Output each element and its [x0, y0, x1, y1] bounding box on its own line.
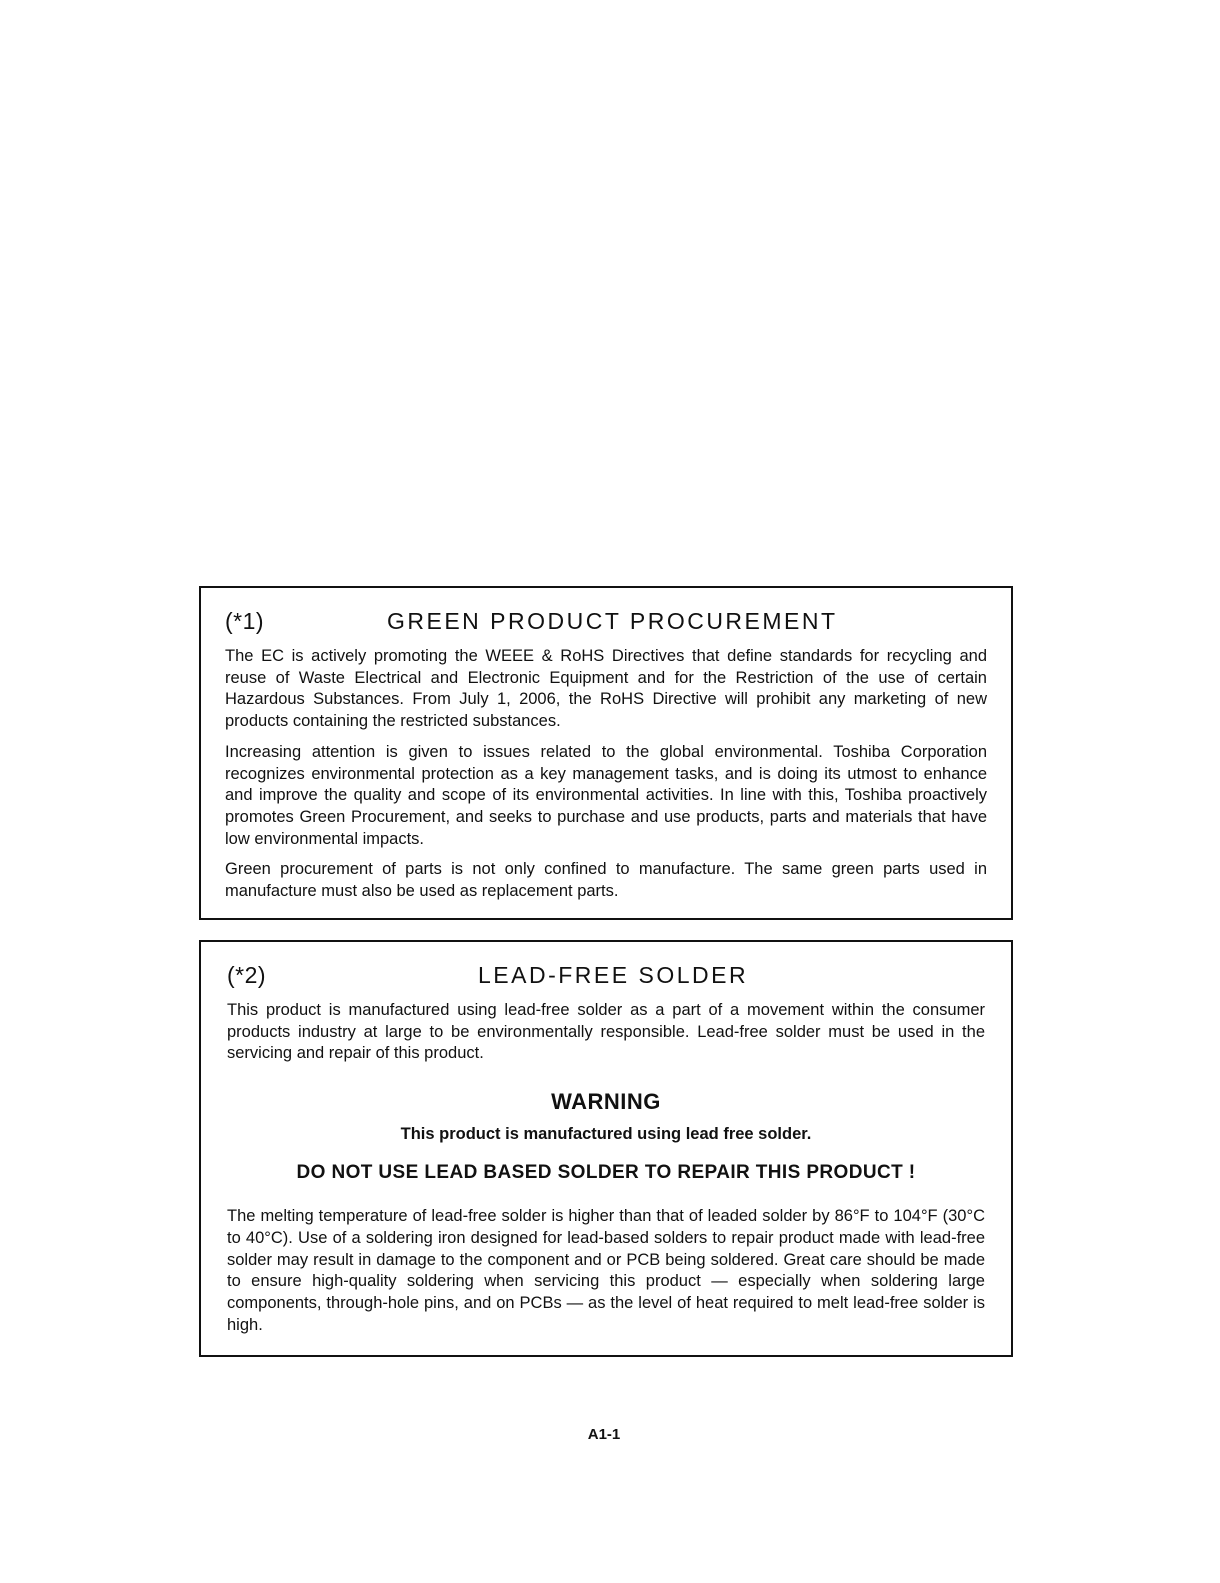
green-procurement-box	[199, 586, 1013, 920]
lead-free-solder-title: LEAD-FREE SOLDER	[478, 962, 749, 988]
green-procurement-paragraph-2: Increasing attention is given to issues related to the global environmental. Toshiba Corporation recognizes environmental protection as a key management tasks, and is doing its utmost to enhance and improve the quality and scope of its environmental activities. In line with this, Toshiba proactively promotes Green Procurement, and seeks to purchase and use products, parts and materials that have low environmental impacts.	[225, 742, 987, 848]
green-procurement-title: GREEN PRODUCT PROCUREMENT	[387, 608, 838, 634]
green-procurement-heading-row	[225, 608, 987, 640]
lead-free-solder-ref-mark: (*2)	[227, 962, 267, 988]
warning-line: This product is manufactured using lead free solder.	[400, 1125, 812, 1144]
lead-free-solder-heading-row	[227, 962, 985, 994]
caps-warning: DO NOT USE LEAD BASED SOLDER TO REPAIR THIS PRODUCT !	[296, 1162, 916, 1184]
lead-free-solder-details: The melting temperature of lead-free solder is higher than that of leaded solder by 86°F to 104°F (30°C to 40°C). Use of a soldering iron designed for lead-based solders to repair product made with lead-free solder may result in damage to the component and or PCB being soldered. Great care should be made to ensure high-quality soldering when servicing this product — especially when soldering large components, through-hole pins, and on PCBs — as the level of heat required to melt lead-free solder is high.	[227, 1207, 985, 1334]
green-procurement-paragraph-1: The EC is actively promoting the WEEE & RoHS Directives that define standards for recycling and reuse of Waste Electrical and Electronic Equipment and for the Restriction of the use of certain Hazardous Substances. From July 1, 2006, the RoHS Directive will prohibit any marketing of new products containing the restricted substances.	[225, 647, 987, 731]
green-procurement-paragraph-3: Green procurement of parts is not only confined to manufacture. The same green parts used in manufacture must also be used as replacement parts.	[225, 860, 987, 901]
green-procurement-ref-mark: (*1)	[225, 608, 265, 634]
page-number: A1-1	[587, 1426, 621, 1443]
lead-free-solder-intro: This product is manufactured using lead-free solder as a part of a movement within the consumer products industry at large to be environmentally responsible. Lead-free solder must be used in the servicing and repair of this product.	[227, 1001, 985, 1063]
warning-title: WARNING	[551, 1089, 661, 1115]
lead-free-solder-box	[199, 940, 1013, 1357]
